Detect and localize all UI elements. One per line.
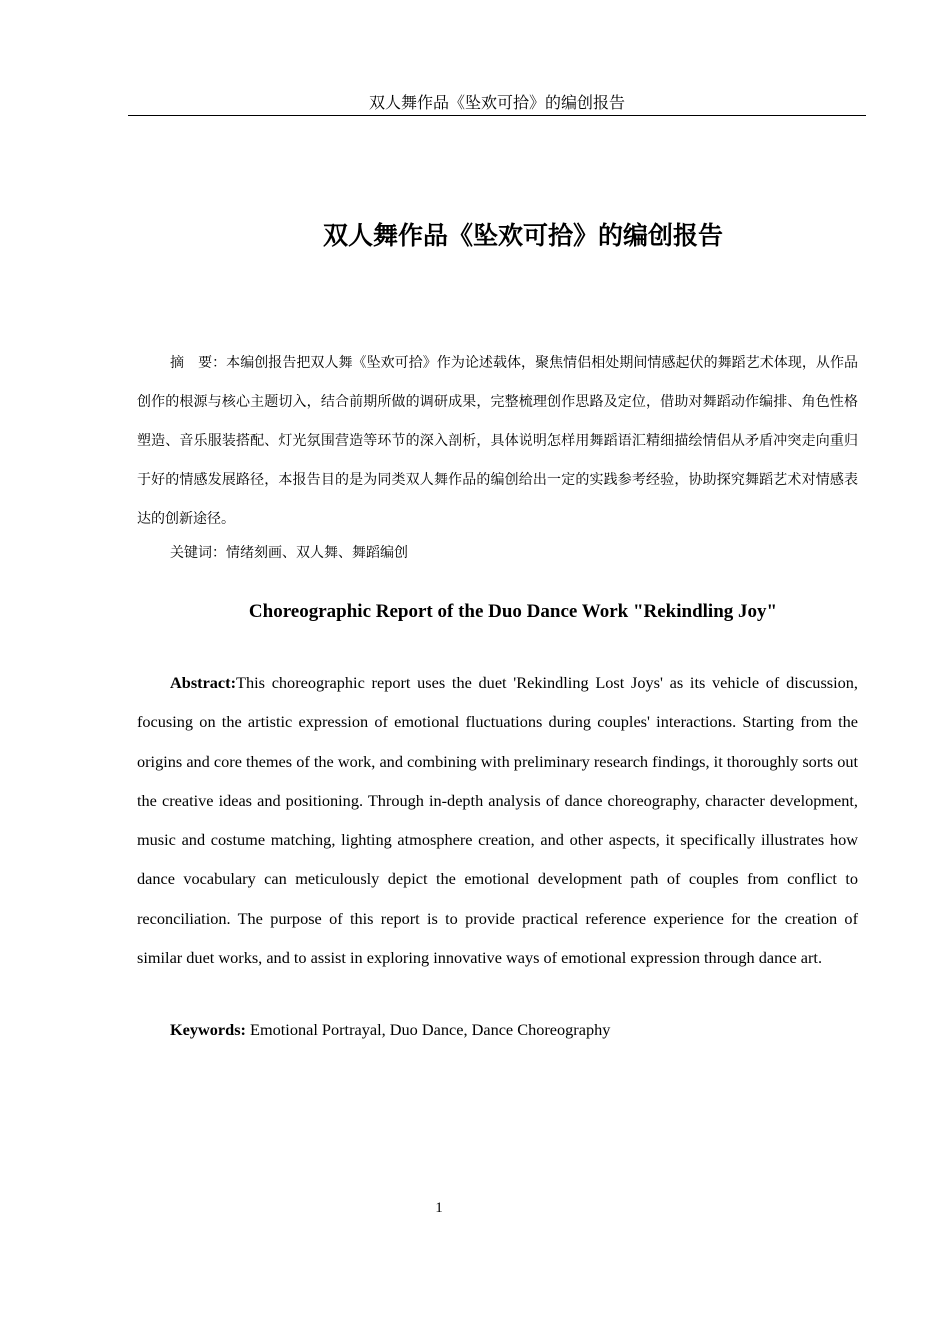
english-keywords-text: Emotional Portrayal, Duo Dance, Dance Choreography (245, 1020, 611, 1039)
chinese-keywords-label: 关键词： (170, 545, 226, 561)
english-abstract-label: Abstract: (170, 673, 237, 692)
running-header: 双人舞作品《坠欢可拾》的编创报告 (368, 93, 625, 112)
chinese-keywords (170, 538, 408, 568)
header-divider (128, 115, 866, 116)
page-number: 1 (435, 1200, 443, 1216)
chinese-abstract (137, 344, 858, 539)
page-title: 双人舞作品《坠欢可拾》的编创报告 (322, 221, 723, 250)
chinese-abstract-label: 摘 要： (170, 355, 227, 371)
chinese-keywords-text: 情绪刻画、双人舞、舞蹈编创 (226, 545, 408, 561)
english-keywords (170, 1016, 610, 1044)
english-abstract-text: This choreographic report uses the duet 'Rekindling Lost Joys' as its vehicle of discussion, focusing on the artistic expression of emotional fluctuations during couples' interactions. Starting from the origins and core themes of the work, and combining with preliminary research findings, it thoroughly sorts out the creative ideas and positioning. Through in-depth analysis of dance choreography, character development, music and costume matching, lighting atmosphere creation, and other aspects, it specifically illustrates how dance vocabulary can meticulously depict the emotional development path of couples from conflict to reconciliation. The purpose of this report is to provide practical reference experience for the creation of similar duet works, and to assist in exploring innovative ways of emotional expression through dance art. (137, 673, 858, 968)
chinese-abstract-text: 本编创报告把双人舞《坠欢可拾》作为论述载体，聚焦情侣相处期间情感起伏的舞蹈艺术体现，从作品创作的根源与核心主题切入，结合前期所做的调研成果，完整梳理创作思路及定位，借助对舞蹈动作编排、角色性格塑造、音乐服装搭配、灯光氛围营造等环节的深入剖析，具体说明怎样用舞蹈语汇精细描绘情侣从矛盾冲突走向重归于好的情感发展路径，本报告目的是为同类双人舞作品的编创给出一定的实践参考经验，协助探究舞蹈艺术对情感表达的创新途径。 (137, 355, 859, 527)
english-keywords-label: Keywords: (170, 1020, 246, 1039)
english-abstract (137, 663, 858, 977)
english-title: Choreographic Report of the Duo Dance Work "Rekindling Joy" (248, 601, 778, 622)
